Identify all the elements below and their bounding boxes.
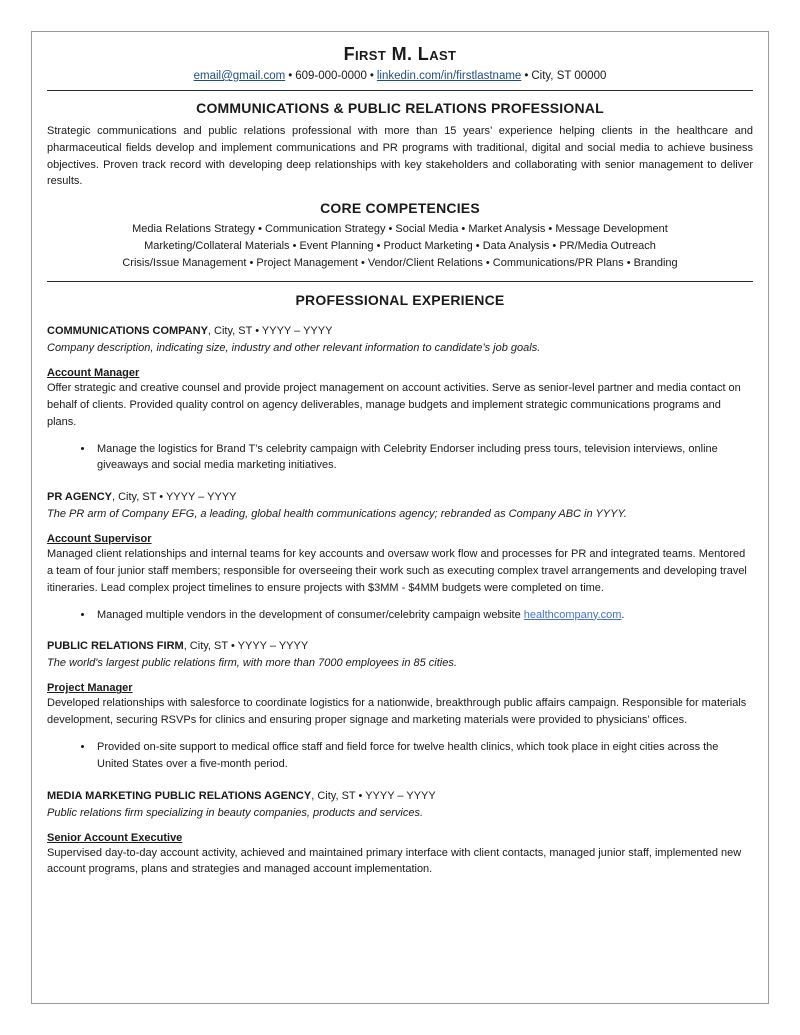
competency-line: Marketing/Collateral Materials • Event Planning • Product Marketing • Data Analysis • PR/Media Outreach [144, 240, 656, 253]
summary-paragraph: Strategic communications and public relations professional with more than 15 years’ experience helping clients in the healthcare and pharmaceutical fields develop and implement communications and PR programs with traditional, digital and social media to achieve business objectives. Proven track record with developing deep relationships with key stakeholders and collaborating with senior management to deliver results. [47, 125, 753, 188]
resume-header [47, 44, 753, 91]
bullet-item: • Provided on-site support to medical office staff and field force for twelve health clinics, which took place in eight cities across the United States over a five-month period. [94, 739, 753, 773]
experience-entry [47, 489, 753, 623]
linkedin-link[interactable]: linkedin.com/in/firstlastname [376, 70, 522, 82]
company-name: PR AGENCY [47, 491, 112, 504]
company-name: COMMUNICATIONS COMPANY [47, 325, 208, 338]
bullet-separator: • [524, 70, 529, 82]
company-line [47, 489, 753, 505]
company-description: The world's largest public relations firm, with more than 7000 employees in 85 cities. [47, 657, 457, 670]
core-competencies-heading: CORE COMPETENCIES [320, 200, 480, 217]
location-text: City, ST 00000 [531, 70, 607, 82]
role-summary: Managed client relationships and internal teams for key accounts and oversaw work flow and processes for PR and integrated teams. Mentored a team of four junior staff members; responsible for overseeing their work such as executing complex travel arrangements and developing travel itineraries. Lead complex project timelines to ensure projects with $3MM - $4MM budgets were completed on time. [47, 548, 747, 594]
competency-line: Crisis/Issue Management • Project Management • Vendor/Client Relations • Communications/PR Plans • Branding [122, 257, 678, 270]
bullet-separator: • [288, 70, 293, 82]
company-meta: , City, ST • YYYY – YYYY [183, 640, 309, 653]
company-line [47, 638, 753, 654]
company-line [47, 788, 753, 804]
company-meta: , City, ST • YYYY – YYYY [311, 789, 436, 802]
experience-entry [47, 638, 753, 772]
email-link[interactable]: email@gmail.com [193, 70, 286, 82]
candidate-name: First M. Last [343, 44, 457, 64]
job-title: Project Manager [47, 682, 133, 695]
professional-experience-heading: PROFESSIONAL EXPERIENCE [295, 292, 505, 309]
bullet-separator: • [369, 70, 374, 82]
role-summary: Offer strategic and creative counsel and provide project management on account activities. Serve as senior-level partner and media contact on behalf of clients. Provided quality control on agency deliverables, manage budgets and implement strategic communications programs and plans. [47, 382, 741, 428]
company-name: PUBLIC RELATIONS FIRM [47, 640, 184, 653]
experience-entry [47, 788, 753, 879]
bullet-text: Managed multiple vendors in the development of consumer/celebrity campaign website [97, 608, 524, 621]
competency-line: Media Relations Strategy • Communication Strategy • Social Media • Market Analysis • Message Development [132, 223, 668, 236]
company-name: MEDIA MARKETING PUBLIC RELATIONS AGENCY [47, 789, 312, 802]
company-meta: , City, ST • YYYY – YYYY [112, 491, 237, 504]
bullet-suffix: . [621, 608, 625, 621]
company-description: Public relations firm specializing in beauty companies, products and services. [47, 806, 424, 819]
experience-entry [47, 323, 753, 474]
bullet-list [47, 607, 753, 624]
bullet-list [47, 441, 753, 475]
bullet-item [94, 607, 753, 624]
job-title: Account Manager [47, 367, 140, 380]
job-title: Account Supervisor [47, 533, 152, 546]
company-description: Company description, indicating size, industry and other relevant information to candidate’s job goals. [47, 342, 541, 355]
resume-page [31, 31, 769, 1004]
company-meta: , City, ST • YYYY – YYYY [207, 325, 333, 338]
job-title: Senior Account Executive [47, 831, 183, 844]
role-summary: Supervised day-to-day account activity, achieved and maintained primary interface with client contacts, managed junior staff, implemented new account programs, plans and strategies and managed account implementation. [47, 846, 742, 876]
bullet-list [47, 739, 753, 773]
contact-info [47, 70, 753, 82]
healthcompany-link[interactable]: healthcompany.com [523, 608, 622, 621]
role-summary: Developed relationships with salesforce to coordinate logistics for a nationwide, breakthrough public affairs campaign. Responsible for materials development, securing RSVPs for clinics and ensuring proper signage and marketing materials were provided to physicians’ offices. [47, 697, 747, 727]
company-description: The PR arm of Company EFG, a leading, global health communications agency; rebranded as Company ABC in YYYY. [47, 508, 627, 521]
phone-number: 609-000-0000 [295, 70, 367, 82]
headline-title: COMMUNICATIONS & PUBLIC RELATIONS PROFESSIONAL [196, 100, 604, 116]
company-line [47, 323, 753, 339]
core-competencies-list [47, 221, 753, 282]
bullet-item: • Manage the logistics for Brand T’s celebrity campaign with Celebrity Endorser including press tours, television interviews, online giveaways and social media marketing initiatives. [94, 441, 753, 475]
